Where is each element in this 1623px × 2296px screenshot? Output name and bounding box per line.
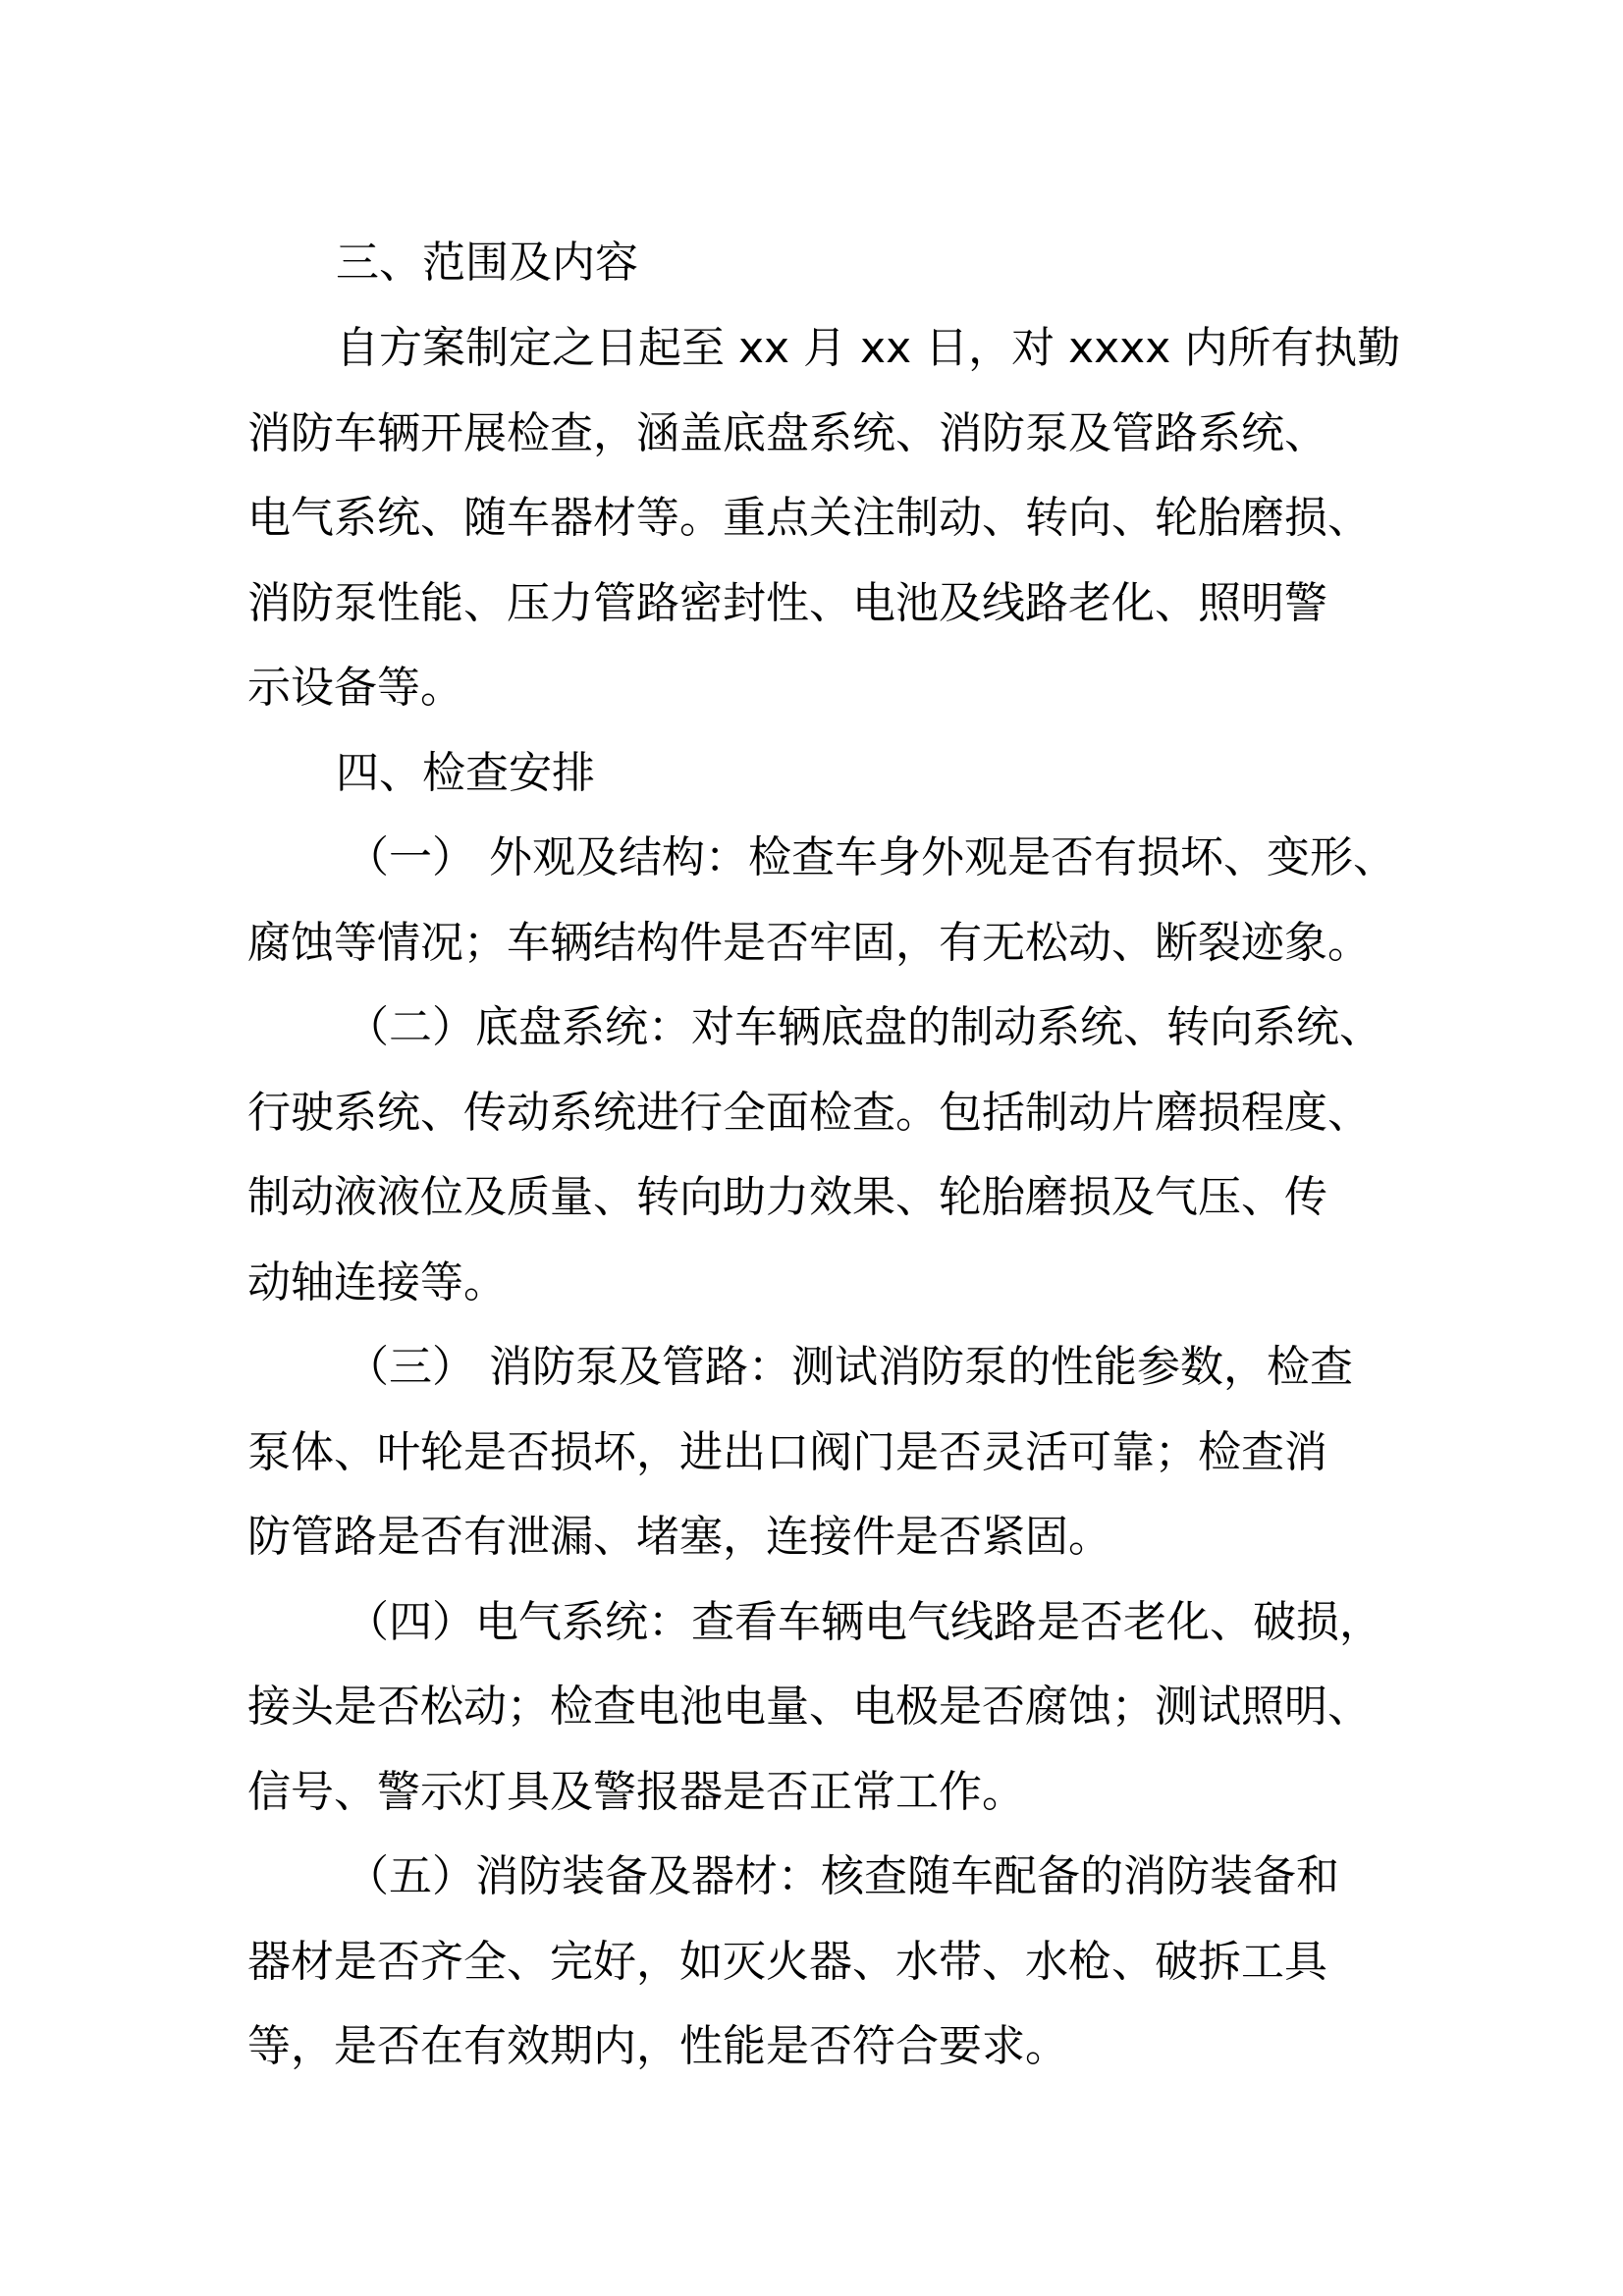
paragraph-line: 等，是否在有效期内，性能是否符合要求。	[247, 2021, 1068, 2071]
section-heading-schedule: 四、检查安排	[336, 748, 595, 798]
item-equipment-line: （五）消防装备及器材：核查随车配备的消防装备和	[346, 1851, 1339, 1901]
paragraph-line: 行驶系统、传动系统进行全面检查。包括制动片磨损程度、	[247, 1088, 1371, 1138]
section-heading-scope: 三、范围及内容	[336, 238, 638, 288]
paragraph-line: 防管路是否有泄漏、堵塞，连接件是否紧固。	[247, 1512, 1111, 1562]
paragraph-line: 示设备等。	[247, 663, 463, 713]
paragraph-line: 泵体、叶轮是否损坏，进出口阀门是否灵活可靠；检查消	[247, 1427, 1327, 1477]
paragraph-line: 电气系统、随车器材等。重点关注制动、转向、轮胎磨损、	[247, 493, 1371, 543]
paragraph-line: 自方案制定之日起至 xx 月 xx 日，对 xxxx 内所有执勤	[336, 323, 1401, 373]
paragraph-line: 制动液液位及质量、转向助力效果、轮胎磨损及气压、传	[247, 1172, 1327, 1222]
paragraph-line: 接头是否松动；检查电池电量、电极是否腐蚀；测试照明、	[247, 1682, 1371, 1732]
paragraph-line: 信号、警示灯具及警报器是否正常工作。	[247, 1767, 1025, 1817]
paragraph-line: 腐蚀等情况；车辆结构件是否牢固，有无松动、断裂迹象。	[247, 918, 1371, 968]
paragraph-line: 器材是否齐全、完好，如灭火器、水带、水枪、破拆工具	[247, 1937, 1327, 1987]
paragraph-line: 消防车辆开展检查，涵盖底盘系统、消防泵及管路系统、	[247, 408, 1327, 458]
paragraph-line: 动轴连接等。	[247, 1257, 507, 1308]
item-appearance-line: （一） 外观及结构：检查车身外观是否有损坏、变形、	[346, 832, 1396, 882]
item-electrical-line: （四）电气系统：查看车辆电气线路是否老化、破损，	[346, 1597, 1382, 1647]
item-pump-line: （三） 消防泵及管路：测试消防泵的性能参数，检查	[346, 1342, 1353, 1392]
item-chassis-line: （二）底盘系统：对车辆底盘的制动系统、转向系统、	[346, 1002, 1382, 1052]
paragraph-line: 消防泵性能、压力管路密封性、电池及线路老化、照明警	[247, 578, 1327, 628]
